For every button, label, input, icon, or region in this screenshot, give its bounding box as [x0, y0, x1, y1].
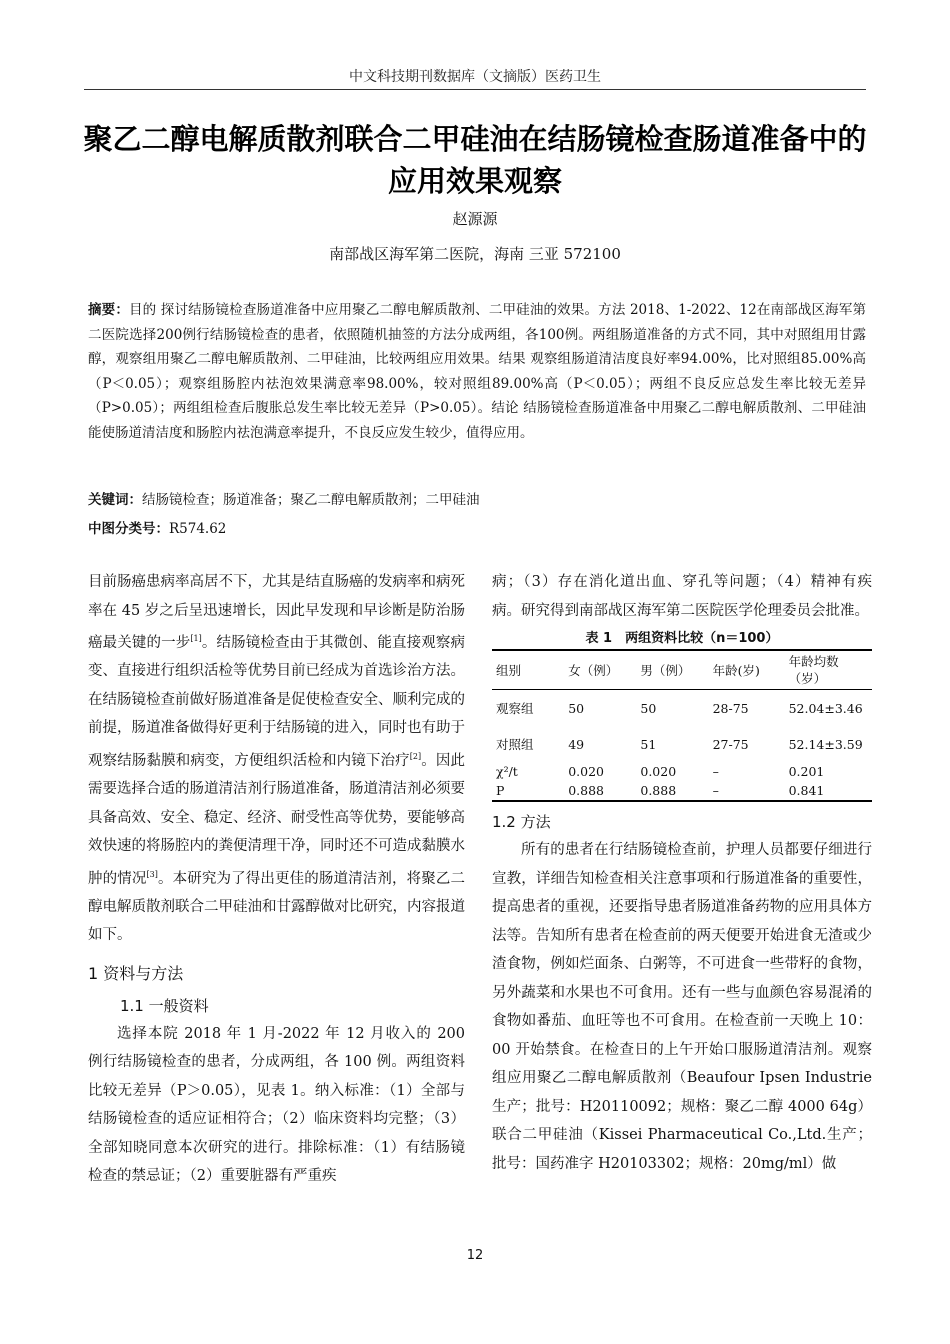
table-cell: 0.020 [640, 764, 677, 779]
table-header-cell: 年龄(岁) [712, 662, 760, 678]
general-info-paragraph: 选择本院 2018 年 1 月-2022 年 12 月收入的 200 例行结肠镜检查的患者，分成两组，各 100 例。两组资料比较无差异（P＞0.05），见表 1。纳入标准：（1）全部与结肠镜检查的适应证相符合；（2）临床资料均完整；（3）全部知晓同意本次研究的进行。排除标准：（1）有结肠镜检查的禁忌证；（2）重要脏器有严重疾 [88, 1025, 465, 1185]
keywords [88, 488, 866, 508]
table-cell: 52.14±3.59 [788, 736, 863, 752]
section-heading-1-1: 1.1 一般资料 [120, 996, 209, 1015]
table-cell: 51 [640, 736, 657, 752]
intro-text-3: 。因此需要选择合适的肠道清洁剂行肠道准备，肠道清洁剂必须要具备高效、安全、稳定、经济、耐受性高等优势，要能够高效快速的将肠腔内的粪便清理干净，同时还不可造成黏膜水肿的情况 [88, 752, 466, 887]
table-cell: 52.04±3.46 [788, 700, 863, 716]
right-column [492, 568, 872, 1178]
intro-text-2: 。结肠镜检查由于其微创、能直接观察病变、直接进行组织活检等优势目前已经成为首选诊治方法。在结肠镜检查前做好肠道准备是促使检查安全、顺利完成的前提，肠道准备做得好更利于结肠镜的进入，同时也有助于观察结肠黏膜和病变，方便组织活检和内镜下治疗 [88, 634, 466, 769]
abstract-label: 摘要： [88, 302, 130, 318]
table-row [492, 690, 872, 727]
intro-paragraph [88, 568, 465, 950]
table-cell: 0.020 [568, 764, 604, 779]
section-heading-1: 1 资料与方法 [88, 963, 184, 983]
classification-label: 中图分类号： [88, 521, 169, 537]
affiliation: 南部战区海军第二医院，海南 三亚 572100 [329, 245, 621, 263]
classification [88, 517, 866, 537]
table-cell: – [712, 783, 719, 798]
table-header-cell: 女（例） [568, 662, 619, 678]
table-cell: χ²/t [496, 764, 518, 779]
table-cell: 49 [568, 736, 585, 752]
abstract-text: 目的 探讨结肠镜检查肠道准备中应用聚乙二醇电解质散剂、二甲硅油的效果。方法 2018、1-2022、12在南部战区海军第二医院选择200例行结肠镜检查的患者，依照随机抽签的方法分成两组，各100例。两组肠道准备的方式不同，其中对照组用甘露醇，观察组用聚乙二醇电解质散剂、二甲硅油，比较两组应用效果。结果 观察组肠道清洁度良好率94.00%，比对照组85.00%高（P＜0.05）；观察组肠腔内祛泡效果满意率98.00%，较对照组89.00%高（P＜0.05）；两组不良反应总发生率比较无差异（P>0.05）；两组组检查后腹胀总发生率比较无差异（P>0.05）。结论 结肠镜检查肠道准备中用聚乙二醇电解质散剂、二甲硅油能使肠道清洁度和肠腔内祛泡满意率提升，不良反应发生较少，值得应用。 [88, 302, 867, 441]
classification-code: R574.62 [169, 521, 227, 537]
intro-text-1: 目前肠癌患病率高居不下，尤其是结直肠癌的发病率和病死率在 45 岁之后呈迅速增长，因此早发现和早诊断是防治肠癌最关键的一步 [88, 574, 465, 651]
table-cell: 27-75 [712, 736, 749, 752]
table-row [492, 726, 872, 762]
table-cell: 0.841 [788, 783, 825, 798]
table-cell: 0.888 [640, 783, 677, 798]
left-column [88, 568, 465, 1191]
table-header-row [492, 650, 872, 690]
author: 赵源源 [452, 210, 498, 228]
table-header-cell: 年龄均数（岁） [788, 654, 839, 686]
table-row [492, 781, 872, 801]
abstract [88, 298, 866, 445]
table-cell: 观察组 [496, 700, 534, 716]
table-1 [492, 649, 872, 802]
table-header-cell: 男（例） [640, 662, 691, 678]
journal-header: 中文科技期刊数据库（文摘版）医药卫生 [349, 69, 601, 85]
header-divider [84, 89, 866, 90]
table-cell: 50 [568, 700, 585, 716]
table-cell: 对照组 [496, 736, 534, 752]
table-cell: – [712, 764, 719, 779]
table-cell: 0.888 [568, 783, 604, 798]
citation-1: [1] [190, 634, 202, 643]
table-cell: 50 [640, 700, 657, 716]
intro-text-4: 。本研究为了得出更佳的肠道清洁剂，将聚乙二醇电解质散剂联合二甲硅油和甘露醇做对比研究，内容报道如下。 [88, 870, 466, 944]
table-cell: 28-75 [712, 700, 749, 716]
section-heading-1-2: 1.2 方法 [492, 813, 551, 831]
citation-3: [3] [146, 869, 158, 879]
table-cell: 0.201 [788, 764, 825, 779]
citation-2: [2] [409, 751, 422, 761]
keywords-text: 结肠镜检查；肠道准备；聚乙二醇电解质散剂；二甲硅油 [142, 492, 480, 508]
page-number: 12 [466, 1248, 484, 1263]
keywords-label: 关键词： [88, 492, 142, 508]
methods-paragraph: 所有的患者在行结肠镜检查前，护理人员都要仔细进行宣教，详细告知检查相关注意事项和行肠道准备的重要性，提高患者的重视，还要指导患者肠道准备药物的应用具体方法等。告知所有患者在检查前的两天便要开始进食无渣或少渣食物，例如烂面条、白粥等，不可进食一些带籽的食物，另外蔬菜和水果也不可食用。还有一些与血颜色容易混淆的食物如番茄、血旺等也不可食用。在检查前一天晚上 10：00 开始禁食。在检查日的上午开始口服肠道清洁剂。观察组应用聚乙二醇电解质散剂（Beaufour Ipsen Industrie 生产；批号：H20110092；规格：聚乙二醇 4000 64g）联合二甲硅油（Kissei Pharmaceutical Co.,Ltd.生产；批号：国药准字 H20103302；规格：20mg/ml）做 [492, 842, 872, 1172]
criteria-continued: 病；（3）存在消化道出血、穿孔等问题；（4）精神有疾病。研究得到南部战区海军第二医院医学伦理委员会批准。 [492, 574, 872, 619]
table-caption: 表 1 两组资料比较（n＝100） [585, 631, 779, 646]
table-row [492, 762, 872, 781]
article-title: 聚乙二醇电解质散剂联合二甲硅油在结肠镜检查肠道准备中的应用效果观察 [83, 122, 867, 198]
table-header-cell: 组别 [496, 662, 522, 678]
table-cell: P [496, 783, 505, 798]
